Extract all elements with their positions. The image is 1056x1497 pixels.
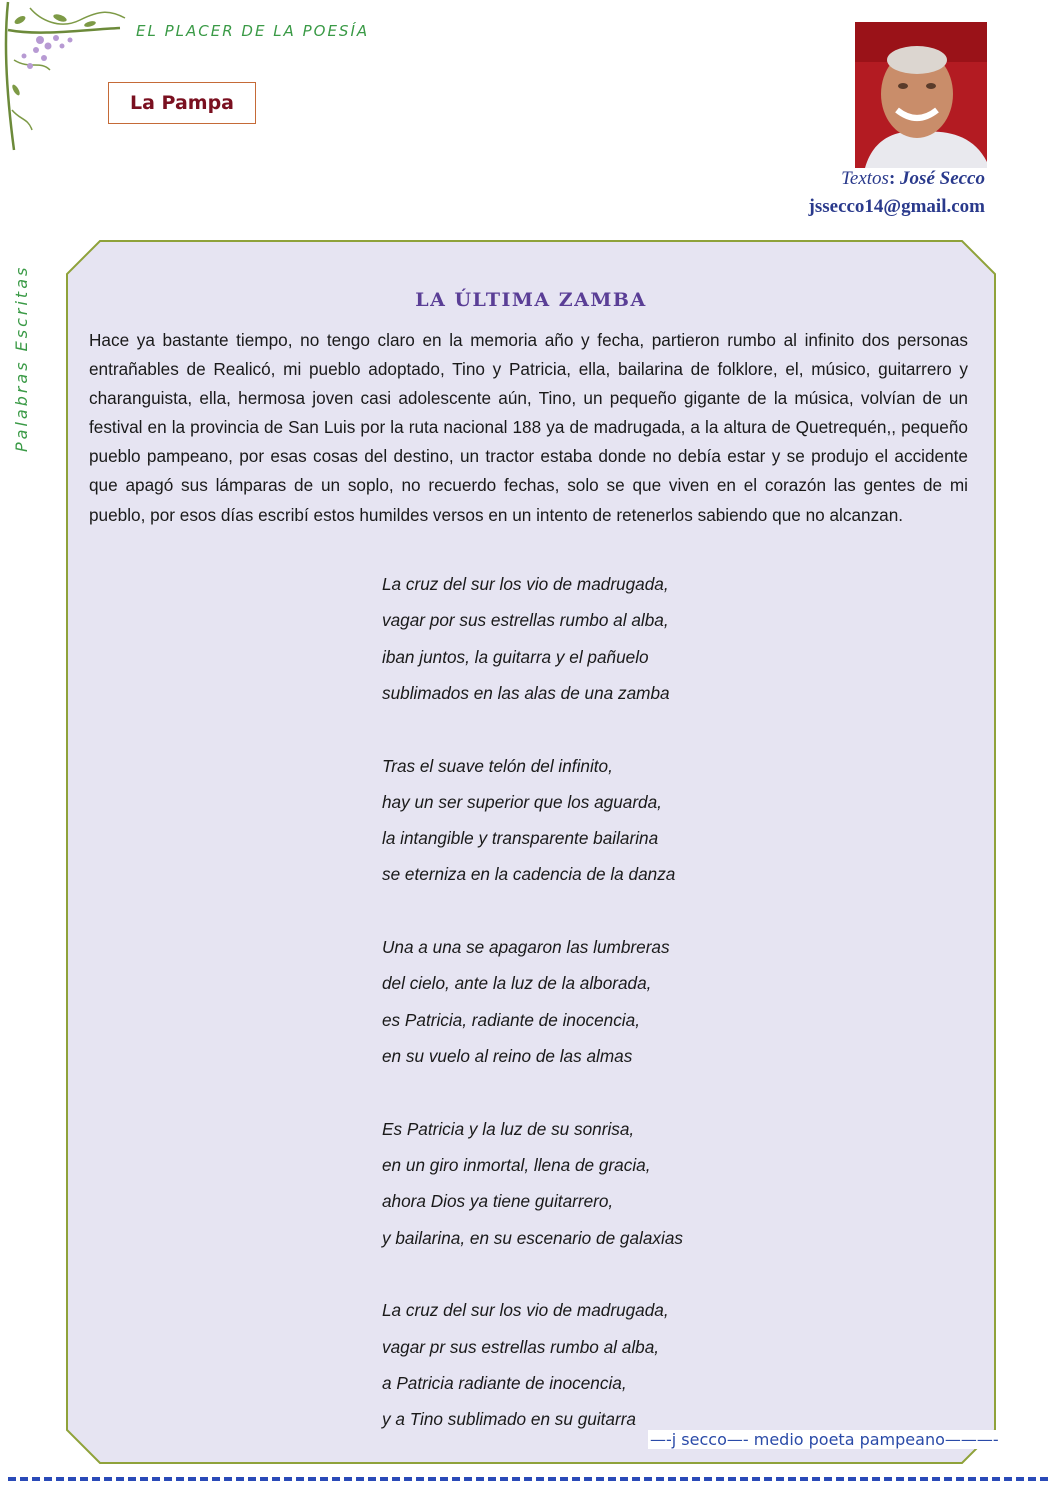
stanza — [382, 929, 683, 1074]
poem-line: en un giro inmortal, llena de gracia, — [382, 1155, 651, 1176]
author-photo — [855, 22, 987, 168]
poem-line: iban juntos, la guitarra y el pañuelo — [382, 646, 649, 667]
poem-line: Es Patricia y la luz de su sonrisa, — [382, 1118, 635, 1139]
floral-vine-ornament — [0, 0, 140, 160]
author-line: Textos: José Secco — [841, 168, 985, 189]
section-title: EL PLACER DE LA POESÍA — [136, 22, 370, 40]
poem-line: a Patricia radiante de inocencia, — [382, 1372, 627, 1393]
author-prefix: Textos — [841, 168, 889, 189]
region-label: La Pampa — [130, 92, 234, 114]
poem-line: es Patricia, radiante de inocencia, — [382, 1009, 640, 1030]
footer-divider — [8, 1477, 1048, 1481]
poem-line: en su vuelo al reino de las almas — [382, 1046, 633, 1067]
region-box — [108, 82, 256, 124]
stanza — [382, 1292, 683, 1437]
poem-line: se eterniza en la cadencia de la danza — [382, 864, 676, 885]
author-email: jssecco14@gmail.com — [808, 196, 985, 217]
author-name: José Secco — [900, 168, 985, 189]
poem-line: la intangible y transparente bailarina — [382, 828, 659, 849]
poem-line: sublimados en las alas de una zamba — [382, 682, 670, 703]
poem-line: vagar por sus estrellas rumbo al alba, — [382, 610, 669, 631]
poem-line: y a Tino sublimado en su guitarra — [382, 1409, 636, 1430]
poem-line: del cielo, ante la luz de la alborada, — [382, 973, 652, 994]
poem-line: ahora Dios ya tiene guitarrero, — [382, 1191, 614, 1212]
intro-paragraph: Hace ya bastante tiempo, no tengo claro en la memoria año y fecha, partieron rumbo al infinito dos personas entrañables de Realicó, mi pueblo adoptado, Tino y Patricia, ella, bailarina de folklore, el, músico, guitarrero y charanguista, ella, hermosa joven casi adolescente aún, Tino, un pequeño gigante de la música, volvían de un festival en la provincia de San Luis por la ruta nacional 188 ya de madrugada, a la altura de Quetrequén,, pequeño pueblo pampeano, por esas cosas del destino, un tractor estaba donde no debía estar y se produjo el accidente que apagó sus lámparas de un soplo, no recuerdo fechas, solo se que viven en el corazón las gentes de mi pueblo, por esos días escribí estos humildes versos en un intento de retenerlos sabiendo que no alcanzan. — [89, 330, 968, 525]
poem-line: vagar pr sus estrellas rumbo al alba, — [382, 1336, 660, 1357]
poem-line: La cruz del sur los vio de madrugada, — [382, 574, 669, 594]
signature: —-j secco—- medio poeta pampeano———- — [650, 1430, 999, 1449]
stanza — [382, 566, 683, 711]
poem-title: LA ÚLTIMA ZAMBA — [415, 289, 647, 311]
poem — [382, 566, 683, 1474]
poem-line: hay un ser superior que los aguarda, — [382, 791, 662, 812]
poem-line: Una a una se apagaron las lumbreras — [382, 937, 670, 958]
stanza — [382, 748, 683, 893]
poem-line: La cruz del sur los vio de madrugada, — [382, 1300, 669, 1321]
poem-line: y bailarina, en su escenario de galaxias — [382, 1227, 683, 1248]
side-label: Palabras Escritas — [12, 264, 31, 452]
stanza — [382, 1111, 683, 1256]
poem-line: Tras el suave telón del infinito, — [382, 755, 613, 776]
